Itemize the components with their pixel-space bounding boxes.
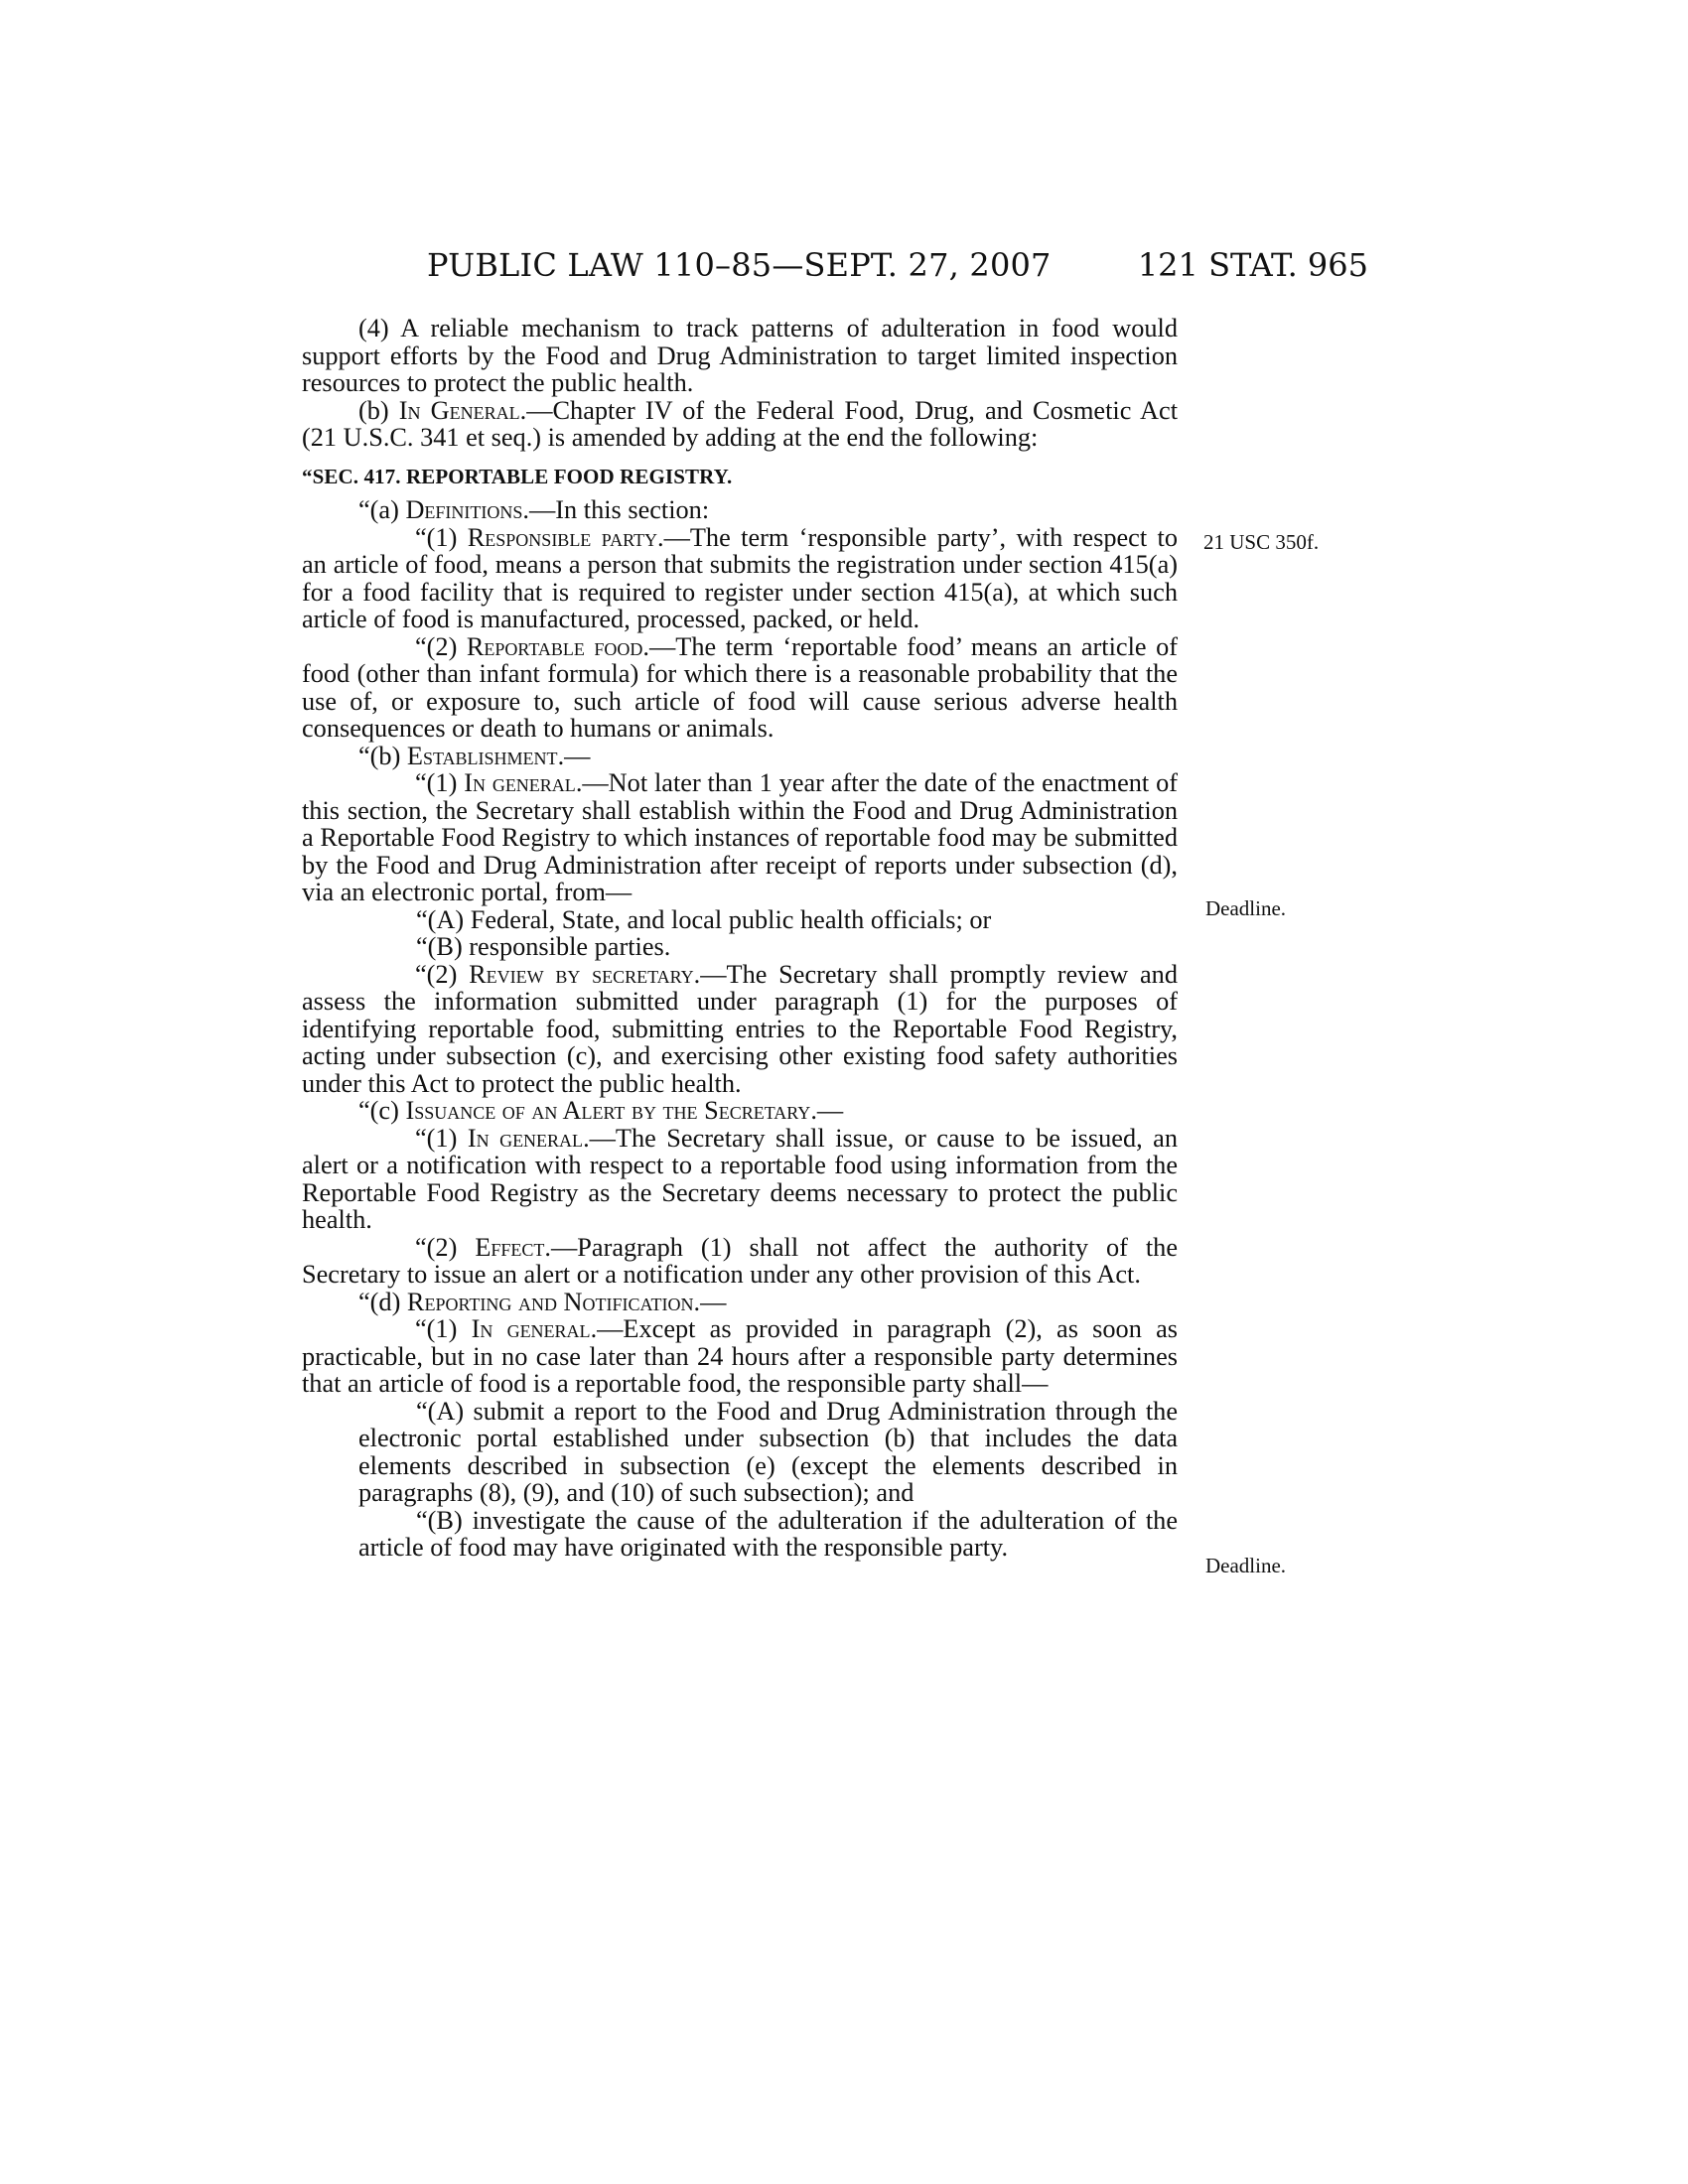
paragraph-heading: Review by secretary: [469, 959, 694, 989]
paragraph-heading: Responsible party: [467, 522, 657, 552]
paragraph: “(1) Responsible party.—The term ‘responsible party’, with respect to an article of food, means a person that submits the registration under section 415(a) for a food facility that is required to register under section 415(a), at which such article of food is manufactured, processed, packed, or held.: [302, 522, 1178, 633]
paragraph: “(a) Definitions.—In this section:: [358, 495, 710, 524]
document-body: [302, 315, 1178, 1562]
paragraph: “(A) submit a report to the Food and Drug Administration through the electronic portal established under subsection (b) that includes the data elements described in subsection (e) (except the elements described in paragraphs (8), (9), and (10) of such subsection); and: [358, 1396, 1178, 1507]
paragraph-heading: In general: [467, 1123, 584, 1153]
paragraph: “(1) In general.—The Secretary shall issue, or cause to be issued, an alert or a notification with respect to a reportable food using information from the Reportable Food Registry as the Secretary deems necessary to protect the public health.: [302, 1123, 1178, 1234]
running-header-page-ref: 121 STAT. 965: [1137, 246, 1368, 284]
section-heading: “SEC. 417. REPORTABLE FOOD REGISTRY.: [302, 464, 733, 488]
paragraph: (4) A reliable mechanism to track patterns of adulteration in food would support efforts by the Food and Drug Administration to target limited inspection resources to protect the public health.: [302, 314, 1178, 397]
margin-note-deadline: Deadline.: [1205, 1554, 1287, 1577]
paragraph-heading: In general: [471, 1314, 591, 1343]
paragraph: “(c) Issuance of an Alert by the Secretary.—: [358, 1096, 844, 1125]
paragraph: “(2) Review by secretary.—The Secretary shall promptly review and assess the information submitted under paragraph (1) for the purposes of identifying reportable food, submitting entries to the Reportable Food Registry, acting under subsection (c), and exercising other existing food safety authorities under this Act to protect the public health.: [302, 959, 1178, 1098]
paragraph: “(1) In general.—Not later than 1 year after the date of the enactment of this section, the Secretary shall establish within the Food and Drug Administration a Reportable Food Registry to which instances of reportable food may be submitted by the Food and Drug Administration after receipt of reports under subsection (d), via an electronic portal, from—: [302, 768, 1178, 906]
paragraph: “(B) investigate the cause of the adulteration if the adulteration of the article of food may have originated with the responsible party.: [358, 1505, 1178, 1562]
paragraph-heading: In general: [464, 768, 576, 797]
paragraph: “(1) In general.—Except as provided in paragraph (2), as soon as practicable, but in no case later than 24 hours after a responsible party determines that an article of food is a reportable food, the responsible party shall—: [302, 1314, 1178, 1398]
paragraph-heading: Establishment: [406, 741, 558, 770]
paragraph-heading: Issuance of an Alert by the Secretary: [405, 1096, 811, 1125]
paragraph: “(2) Reportable food.—The term ‘reportable food’ means an article of food (other than infant formula) for which there is a reasonable probability that the use of, or exposure to, such article of food will cause serious adverse health consequences or death to humans or animals.: [302, 631, 1178, 743]
paragraph-heading: Definitions: [405, 495, 523, 524]
paragraph-heading: In General: [398, 395, 520, 425]
running-header-title: PUBLIC LAW 110–85—SEPT. 27, 2007: [427, 246, 1052, 284]
paragraph-heading: Reporting and Notification: [406, 1287, 694, 1316]
margin-note-usc-ref: 21 USC 350f.: [1203, 530, 1320, 554]
paragraph: “(b) Establishment.—: [358, 741, 591, 770]
paragraph: “(d) Reporting and Notification.—: [358, 1287, 727, 1316]
margin-note-deadline: Deadline.: [1205, 896, 1287, 920]
paragraph-heading: Reportable food: [466, 631, 643, 661]
paragraph: “(B) responsible parties.: [416, 932, 671, 961]
paragraph: “(A) Federal, State, and local public health officials; or: [416, 904, 992, 934]
paragraph: “(2) Effect.—Paragraph (1) shall not affect the authority of the Secretary to issue an alert or a notification under any other provision of this Act.: [302, 1232, 1178, 1289]
paragraph-heading: Effect: [475, 1232, 545, 1262]
paragraph: (b) In General.—Chapter IV of the Federal Food, Drug, and Cosmetic Act (21 U.S.C. 341 et seq.) is amended by adding at the end the following:: [302, 395, 1178, 452]
